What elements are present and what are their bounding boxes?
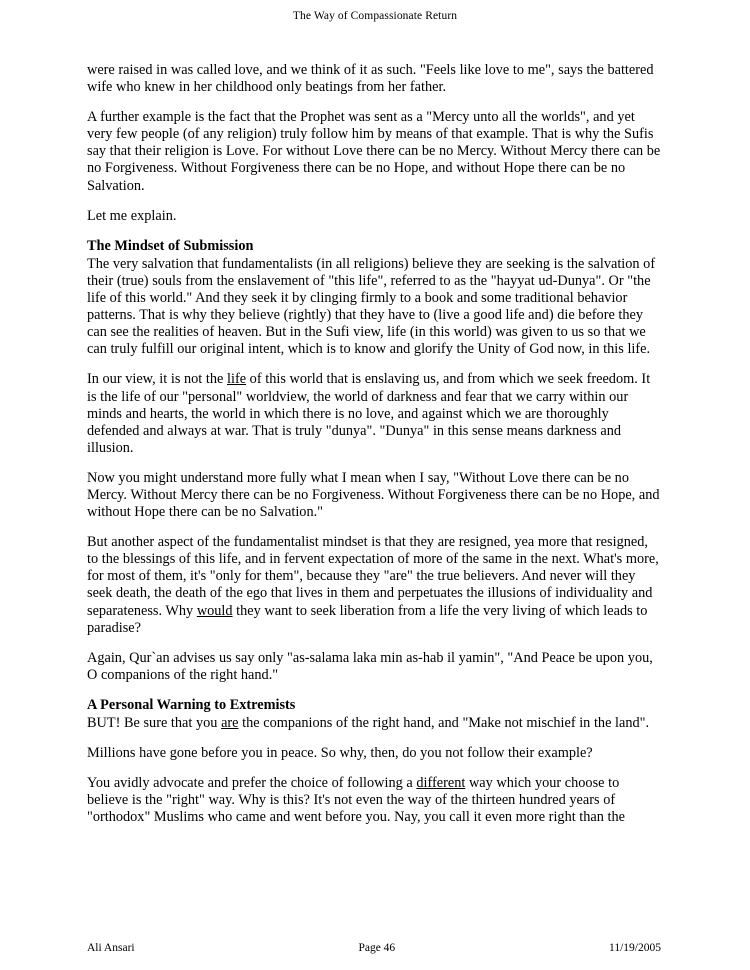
paragraph-but-be-sure (87, 715, 661, 732)
underlined-word-different: different (416, 775, 466, 792)
paragraph-but-be-sure-part2: the companions of the right hand, and "Make not mischief in the land". (238, 715, 650, 731)
paragraph-fundamentalist-resigned-part2: they want to seek liberation from a life the very living of which leads to paradise? (87, 602, 648, 636)
paragraph-in-our-view-part2: of this world that is enslaving us, and from which we seek freedom. It is the life of our "personal" worldview, the world of darkness and fear that we carry within our minds and hearts, the world in which there is no love, and against which we are thoroughly defended and always at war. That is truly "dunya". "Dunya" in this sense means darkness and illusion. (87, 371, 651, 456)
paragraph-you-avidly-advocate-part2: way which your choose to believe is the "right" way. Why is this? It's not even the way of the thirteen hundred years of "orthodox" Muslims who came and went before you. Nay, you call it even more right than the (87, 775, 626, 826)
paragraph-millions-have-gone: Millions have gone before you in peace. So why, then, do you not follow their example? (87, 745, 593, 762)
section-heading-personal-warning-to-extremists: A Personal Warning to Extremists (87, 696, 296, 713)
paragraph-but-be-sure-part1: BUT! Be sure that you (87, 715, 222, 731)
paragraph-in-our-view-part1: In our view, it is not the (87, 371, 227, 388)
paragraph-continued-opening: were raised in was called love, and we think of it as such. "Feels like love to me", says the battered wife who knew in her childhood only beatings from her father. (87, 62, 654, 96)
underlined-word-would: would (196, 602, 233, 619)
paragraph-fundamentalist-resigned (87, 534, 661, 637)
paragraph-salvation-fundamentalists: The very salvation that fundamentalists (in all religions) believe they are seeking is the salvation of their (true) souls from the enslavement of "this life", referred to as the "hayyat ud-Dunya". Or "the life of this world." And they seek it by clinging firmly to a book and some traditional behavior patterns. That is why they believe (rightly) that they have to (live a good life and) die before they can see the realities of heaven. But in the Sufi view, life (in this world) was given to us so that we can truly fulfill our original intent, which is to know and glorify the Unity of God now, in this life. (87, 255, 656, 358)
underlined-word-are: are (221, 715, 239, 731)
footer-author: Ali Ansari (87, 942, 135, 954)
paragraph-let-me-explain: Let me explain. (87, 207, 177, 224)
paragraph-fundamentalist-resigned-part1: But another aspect of the fundamentalist mindset is that they are resigned, yea more that resigned, to the blessings of this life, and in fervent expectation of more of the same in the next. What's more, for most of them, it's "only for them", because they "are" the true believers. And never will they seek death, the death of the ego that lives in them and perpetuates the illusions of individuality and separateness. Why (87, 534, 659, 619)
section-heading-mindset-of-submission: The Mindset of Submission (87, 237, 254, 254)
paragraph-in-our-view (87, 371, 661, 456)
footer-date: 11/19/2005 (609, 942, 661, 954)
paragraph-without-love-quote: Now you might understand more fully what I mean when I say, "Without Love there can be no Mercy. Without Mercy there can be no Forgiveness. Without Forgiveness there can be no Hope, and without Hope there can be no Salvation." (87, 469, 660, 521)
running-header: The Way of Compassionate Return (292, 10, 458, 22)
paragraph-you-avidly-advocate-part1: You avidly advocate and prefer the choice of following a (87, 775, 417, 792)
document-body (87, 62, 661, 826)
paragraph-quran-advises: Again, Qur`an advises us say only "as-salama laka min as-hab il yamin", "And Peace be upon you, O companions of the right hand." (87, 649, 653, 683)
running-footer (87, 941, 661, 955)
paragraph-prophet-mercy: A further example is the fact that the Prophet was sent as a "Mercy unto all the worlds", and yet very few people (of any religion) truly follow him by means of that example. That is why the Sufis say that their religion is Love. For without Love there can be no Mercy. Without Mercy there can be no Forgiveness. Without Forgiveness there can be no Hope, and without Hope there can be no Salvation. (87, 109, 661, 194)
footer-page-number: Page 46 (358, 942, 396, 954)
paragraph-you-avidly-advocate (87, 775, 661, 826)
underlined-word-life: life (227, 371, 247, 388)
